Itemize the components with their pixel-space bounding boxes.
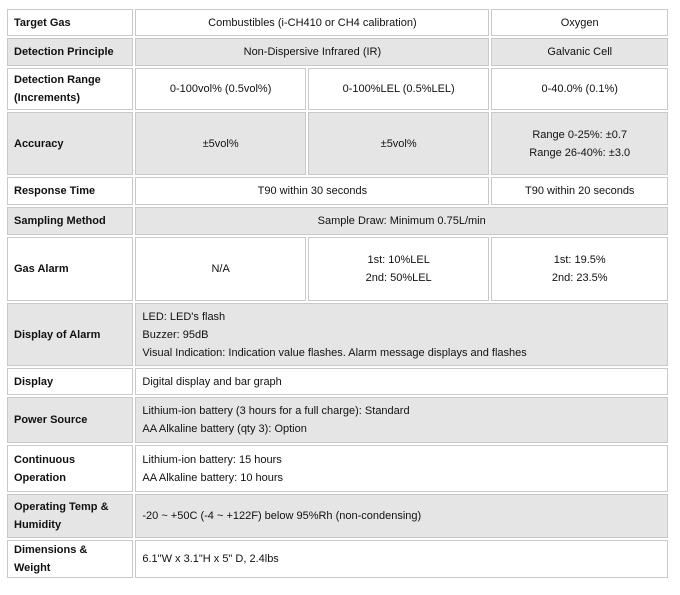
- continuous-operation-line: Lithium-ion battery: 15 hours: [142, 453, 282, 466]
- table-row: [7, 237, 668, 301]
- row-label-detection-principle: Detection Principle: [7, 38, 133, 66]
- table-row: [7, 38, 668, 66]
- combustibles-response-time: T90 within 30 seconds: [135, 177, 489, 205]
- lel-detection-range: 0-100%LEL (0.5%LEL): [308, 68, 490, 110]
- display-value: Digital display and bar graph: [135, 368, 668, 395]
- oxygen-detection-range: 0-40.0% (0.1%): [491, 68, 668, 110]
- power-source-line: AA Alkaline battery (qty 3): Option: [142, 423, 307, 435]
- vol-detection-range: 0-100vol% (0.5vol%): [135, 68, 306, 110]
- row-label-response-time: Response Time: [7, 177, 133, 205]
- oxygen-detection-principle: Galvanic Cell: [491, 38, 668, 66]
- table-row: [7, 112, 668, 175]
- oxygen-target-gas: Oxygen: [491, 9, 668, 36]
- table-row: [7, 9, 668, 36]
- oxygen-accuracy-line: Range 26-40%: ±3.0: [529, 146, 631, 159]
- lel-alarm-line: 1st: 10%LEL: [367, 254, 430, 266]
- row-label-gas-alarm: Gas Alarm: [7, 237, 133, 301]
- power-source-line: Lithium-ion battery (3 hours for a full charge): Standard: [142, 405, 410, 417]
- alarm-display-line: LED: LED's flash: [142, 310, 226, 323]
- alarm-display-line: Buzzer: 95dB: [142, 328, 209, 341]
- continuous-operation-value: [135, 445, 668, 492]
- alarm-display-line: Visual Indication: Indication value flashes. Alarm message displays and flashes: [142, 346, 527, 359]
- row-label-operating-temp-humidity: Operating Temp & Humidity: [7, 494, 133, 538]
- oxygen-alarm-line: 1st: 19.5%: [553, 254, 606, 266]
- row-label-display: Display: [7, 368, 133, 395]
- table-row: [7, 540, 668, 578]
- row-label-target-gas: Target Gas: [7, 9, 133, 36]
- sampling-method-value: Sample Draw: Minimum 0.75L/min: [135, 207, 668, 235]
- table-row: [7, 397, 668, 443]
- specifications-table: [5, 7, 670, 580]
- table-row: [7, 177, 668, 205]
- vol-accuracy: ±5vol%: [135, 112, 306, 175]
- row-label-accuracy: Accuracy: [7, 112, 133, 175]
- row-label-display-of-alarm: Display of Alarm: [7, 303, 133, 366]
- table-row: [7, 207, 668, 235]
- table-row: [7, 303, 668, 366]
- table-row: [7, 68, 668, 110]
- continuous-operation-line: AA Alkaline battery: 10 hours: [142, 471, 284, 484]
- table-row: [7, 368, 668, 395]
- lel-gas-alarm: [308, 237, 490, 301]
- row-label-dimensions-weight: Dimensions & Weight: [7, 540, 133, 578]
- row-label-continuous-operation: Continuous Operation: [7, 445, 133, 492]
- oxygen-accuracy-line: Range 0-25%: ±0.7: [532, 128, 628, 141]
- display-of-alarm-value: [135, 303, 668, 366]
- dimensions-weight-value: 6.1"W x 3.1"H x 5" D, 2.4lbs: [135, 540, 668, 578]
- table-row: [7, 494, 668, 538]
- operating-temp-humidity-value: -20 ~ +50C (-4 ~ +122F) below 95%Rh (non-condensing): [135, 494, 668, 538]
- combustibles-target-gas: Combustibles (i-CH410 or CH4 calibration): [135, 9, 489, 36]
- power-source-value: [135, 397, 668, 443]
- vol-gas-alarm: N/A: [135, 237, 306, 301]
- oxygen-alarm-line: 2nd: 23.5%: [551, 272, 608, 284]
- row-label-detection-range: Detection Range (Increments): [7, 68, 133, 110]
- oxygen-response-time: T90 within 20 seconds: [491, 177, 668, 205]
- lel-accuracy: ±5vol%: [308, 112, 490, 175]
- lel-alarm-line: 2nd: 50%LEL: [365, 272, 432, 284]
- combustibles-detection-principle: Non-Dispersive Infrared (IR): [135, 38, 489, 66]
- row-label-sampling-method: Sampling Method: [7, 207, 133, 235]
- table-row: [7, 445, 668, 492]
- oxygen-accuracy: [491, 112, 668, 175]
- oxygen-gas-alarm: [491, 237, 668, 301]
- row-label-power-source: Power Source: [7, 397, 133, 443]
